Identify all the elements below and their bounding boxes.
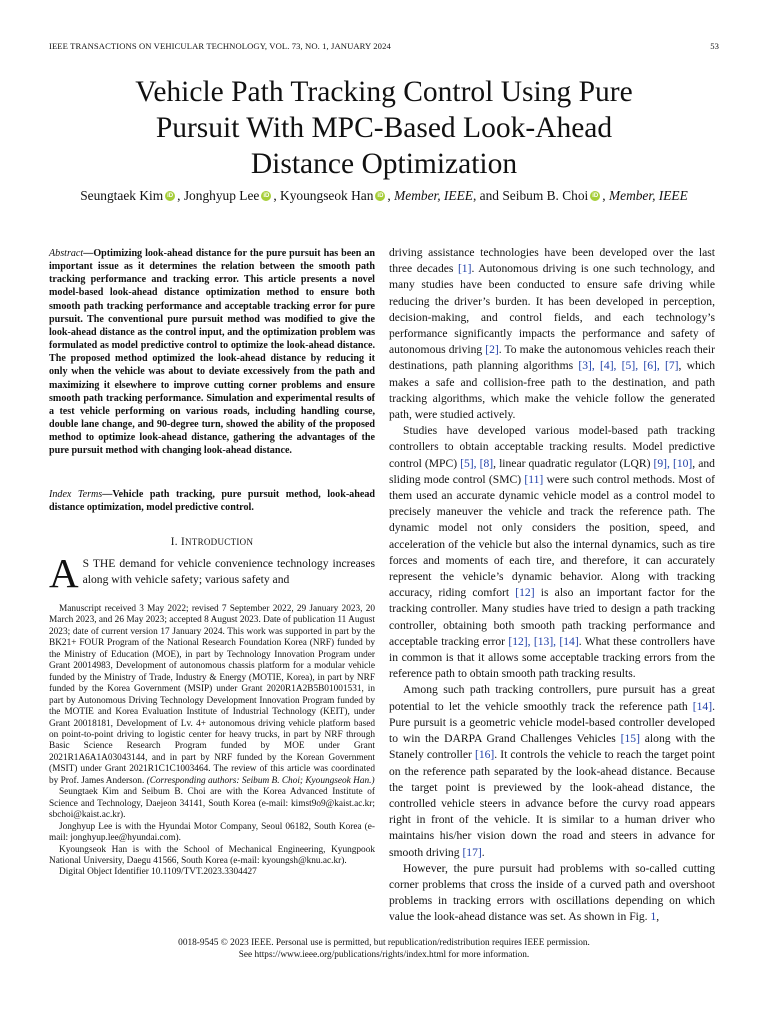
drop-cap: A — [49, 550, 79, 596]
citation-link[interactable]: [2] — [485, 343, 499, 357]
footnote-affiliation: Kyoungseok Han is with the School of Mechanical Engineering, Kyungpook National University, Daegu 41566, South Korea (e-mail: kyoungsh@knu.ac.kr). — [49, 844, 375, 866]
footnote-affiliation: Jonghyup Lee is with the Hyundai Motor Company, Seoul 06182, South Korea (e-mail: jonghyup.lee@hyundai.com). — [49, 821, 375, 844]
citation-link[interactable]: [16] — [474, 748, 495, 762]
membership-label: Member, IEEE — [394, 188, 473, 203]
author-name: Seibum B. Choi — [502, 188, 589, 203]
section-heading: I. INTRODUCTION — [170, 536, 254, 548]
citation-link[interactable]: [17] — [462, 845, 482, 859]
page-number: 53 — [710, 41, 719, 51]
orcid-icon[interactable]: iD — [263, 193, 270, 199]
abstract — [49, 247, 375, 458]
footnote-affiliation: Seungtaek Kim and Seibum B. Choi are with the Korea Advanced Institute of Science and Technology, Daejeon 34141, South Korea (e-mail: kimst9o9@kaist.ac.kr; sbchoi@kaist.ac.kr). — [49, 787, 375, 821]
author-name: Jonghyup Lee — [183, 188, 260, 203]
orcid-icon[interactable]: iD — [377, 193, 384, 199]
body-paragraph: Among such path tracking controllers, pure pursuit has a great potential to let the vehicle smoothly track the reference path [14]. Pure pursuit is a geometric vehicle model-based controller developed to win the DARPA Grand Challenges Vehicles [15] along with the Stanely controller [16]. It controls the vehicle to reach the target point on the reference path separated by the look-ahead distance. Because the target point is previewed by the look-ahead distance, the controlled vehicle steers in advance before the curvy road appears right in front of the vehicle. It is similar to a human driver who maintains his/her vision down the road and steers in advance for smooth driving [17]. — [389, 683, 715, 859]
orcid-icon[interactable]: iD — [592, 193, 599, 199]
rights-link-line: See https://www.ieee.org/publications/rights/index.html for more information. — [238, 949, 530, 960]
author-name: Seungtaek Kim — [80, 188, 164, 203]
figure-link[interactable]: 1 — [650, 910, 657, 924]
footnote-doi: Digital Object Identifier 10.1109/TVT.2023.3304427 — [59, 867, 257, 878]
title-line-3: Distance Optimization — [250, 148, 518, 180]
citation-link[interactable]: [5], [8] — [460, 456, 494, 470]
paper-title — [60, 74, 708, 182]
citation-link[interactable]: [14] — [692, 699, 713, 713]
index-terms — [49, 488, 375, 514]
title-line-1: Vehicle Path Tracking Control Using Pure — [135, 76, 633, 108]
footnote-manuscript: Manuscript received 3 May 2022; revised 7 September 2022, 29 January 2023, 20 March 2023, and 26 May 2023; accepted 8 August 2023. Date of publication 11 August 2023; date of current version 17 January 2024. This work was supported in part by the BK21+ FOUR Program of the National Research Foundation Korea (NRF) funded by the Ministry of Education (MOE), in part by Technology Innovation Program under Grant 20014983, Development of autonomous chassis platform for a modular vehicle funded by the Ministry of Trade, Industry & Energy (MOTIE, Korea), in part by NRF funded by the Korea Government (MSIP) under Grant 2020R1A2B5B01001531, in part by Autonomous Driving Technology Development Innovation Program funded by the MOTIE and Korea Evaluation Institute of Industrial Technology (KEIT), under Grant 20018181, Development of Lv. 4+ autonomous driving vehicle platform based on point-to-point driving to logistic center for heavy trucks, in part by NRF through Basic Science Research Program funded by MOE under Grant 2021R1A6A1A03043144, and in part by NRF funded by the Korean Government (MSIT) under Grant 2021R1C1C1003464. The review of this article was coordinated by Prof. James Anderson. (Corresponding authors: Seibum B. Choi; Kyoungseok Han.) — [49, 604, 375, 786]
citation-link[interactable]: [12] — [515, 586, 535, 600]
citation-link[interactable]: [15] — [620, 732, 640, 746]
membership-label: Member, IEEE — [608, 188, 688, 203]
citation-link[interactable]: [11] — [524, 472, 544, 486]
body-text — [389, 245, 715, 926]
journal-header: IEEE TRANSACTIONS ON VEHICULAR TECHNOLOGY, VOL. 73, NO. 1, JANUARY 2024 — [49, 41, 391, 51]
title-line-2: Pursuit With MPC-Based Look-Ahead — [155, 112, 613, 144]
abstract-label: Abstract — [49, 248, 84, 259]
body-paragraph: driving assistance technologies have been developed over the last three decades [1]. Autonomous driving is one such technology, and many studies have been conducted to ensure safe driving while reducing the driver’s burden. It has been developed in perception, decision-making, and control fields, and each technology’s performance significantly impacts the performance and safety of autonomous driving [2]. To make the autonomous vehicles reach their destinations, path planning algorithms [3], [4], [5], [6], [7], which makes a safe and collision-free path to the destination, and path tracking algorithms, which make the vehicle follow the generated path, were studied actively. — [389, 246, 716, 422]
citation-link[interactable]: [1] — [457, 262, 472, 276]
index-terms-text: —Vehicle path tracking, pure pursuit method, look-ahead distance optimization, model predictive control. — [49, 489, 375, 514]
copyright-line: 0018-9545 © 2023 IEEE. Personal use is permitted, but republication/redistribution requires IEEE permission. — [178, 938, 590, 948]
orcid-icon[interactable]: iD — [167, 193, 174, 199]
intro-text: S THE demand for vehicle convenience technology increases along with vehicle safety; various safety and — [82, 557, 375, 587]
body-paragraph: However, the pure pursuit had problems with so-called cutting corner problems that cross the inside of a curved path and overshoot problems in tracking errors with oscillations depending on which value the look-ahead distance was set. As shown in Fig. 1, — [389, 861, 715, 924]
citation-link[interactable]: [3], [4], [5], [6], [7] — [578, 359, 679, 373]
abstract-text: —Optimizing look-ahead distance for the pure pursuit has been an important issue as it determines the relation between the smooth path tracking performance and tracking error. This article presents a novel model-based look-ahead distance optimization method to ensure both smooth path tracking performance and acceptable tracking error for pure pursuit. The conventional pure pursuit method was modified to give the look-ahead distance as the control input, and the optimization problem was formulated as model predictive control to optimize the look-ahead distance. The proposed method optimized the look-ahead distance by reducing it only when the vehicle was about to deviate excessively from the path and maximizing it elsewhere to improve cutting corner problems and ensure smooth path tracking performance. Simulation and experimental results of a test vehicle performing on various roads, including handling course, double lane change, and 90-degree turn, showed the ability of the proposed method to optimize look-ahead distance, gathering the advantages of the pure pursuit method with changing look-ahead distance. — [49, 248, 375, 457]
author-name: Kyoungseok Han — [280, 188, 374, 203]
index-terms-label: Index Terms — [49, 489, 103, 500]
body-paragraph: Studies have developed various model-based path tracking controllers to obtain acceptable tracking results. Model predictive control (MPC) [5], [8], linear quadratic regulator (LQR) [9], [10], and sliding mode control (SMC) [11] were such control methods. Most of them used an accurate dynamic vehicle model as a control model to precisely maneuver the vehicle and track the reference path. The dynamic model not only considers the position, speed, and acceleration of the vehicle but also the internal dynamics, such as tire forces and moments of each tire, and therefore, it can accurately represent the vehicle’s dynamic behavior. Along with tracking accuracy, riding comfort [12] is also an important factor for the tracking controller. Many studies have tried to design a path tracking controller, obtaining both smooth path tracking performance and acceptable tracking error [12], [13], [14]. What these controllers have in common is that it allows some acceptable tracking errors from the reference path to obtain smooth path tracking results. — [389, 424, 715, 681]
footnotes — [49, 604, 375, 879]
intro-paragraph — [49, 550, 375, 596]
copyright-footer — [40, 938, 728, 961]
citation-link[interactable]: [12], [13], [14] — [508, 634, 579, 648]
citation-link[interactable]: [9], [10] — [653, 456, 693, 470]
author-list: Seungtaek Kim iD , Jonghyup Lee iD , Kyoungseok Han iD , Member, IEEE, and Seibum B. Choi iD , Member, IEEE — [80, 188, 688, 203]
